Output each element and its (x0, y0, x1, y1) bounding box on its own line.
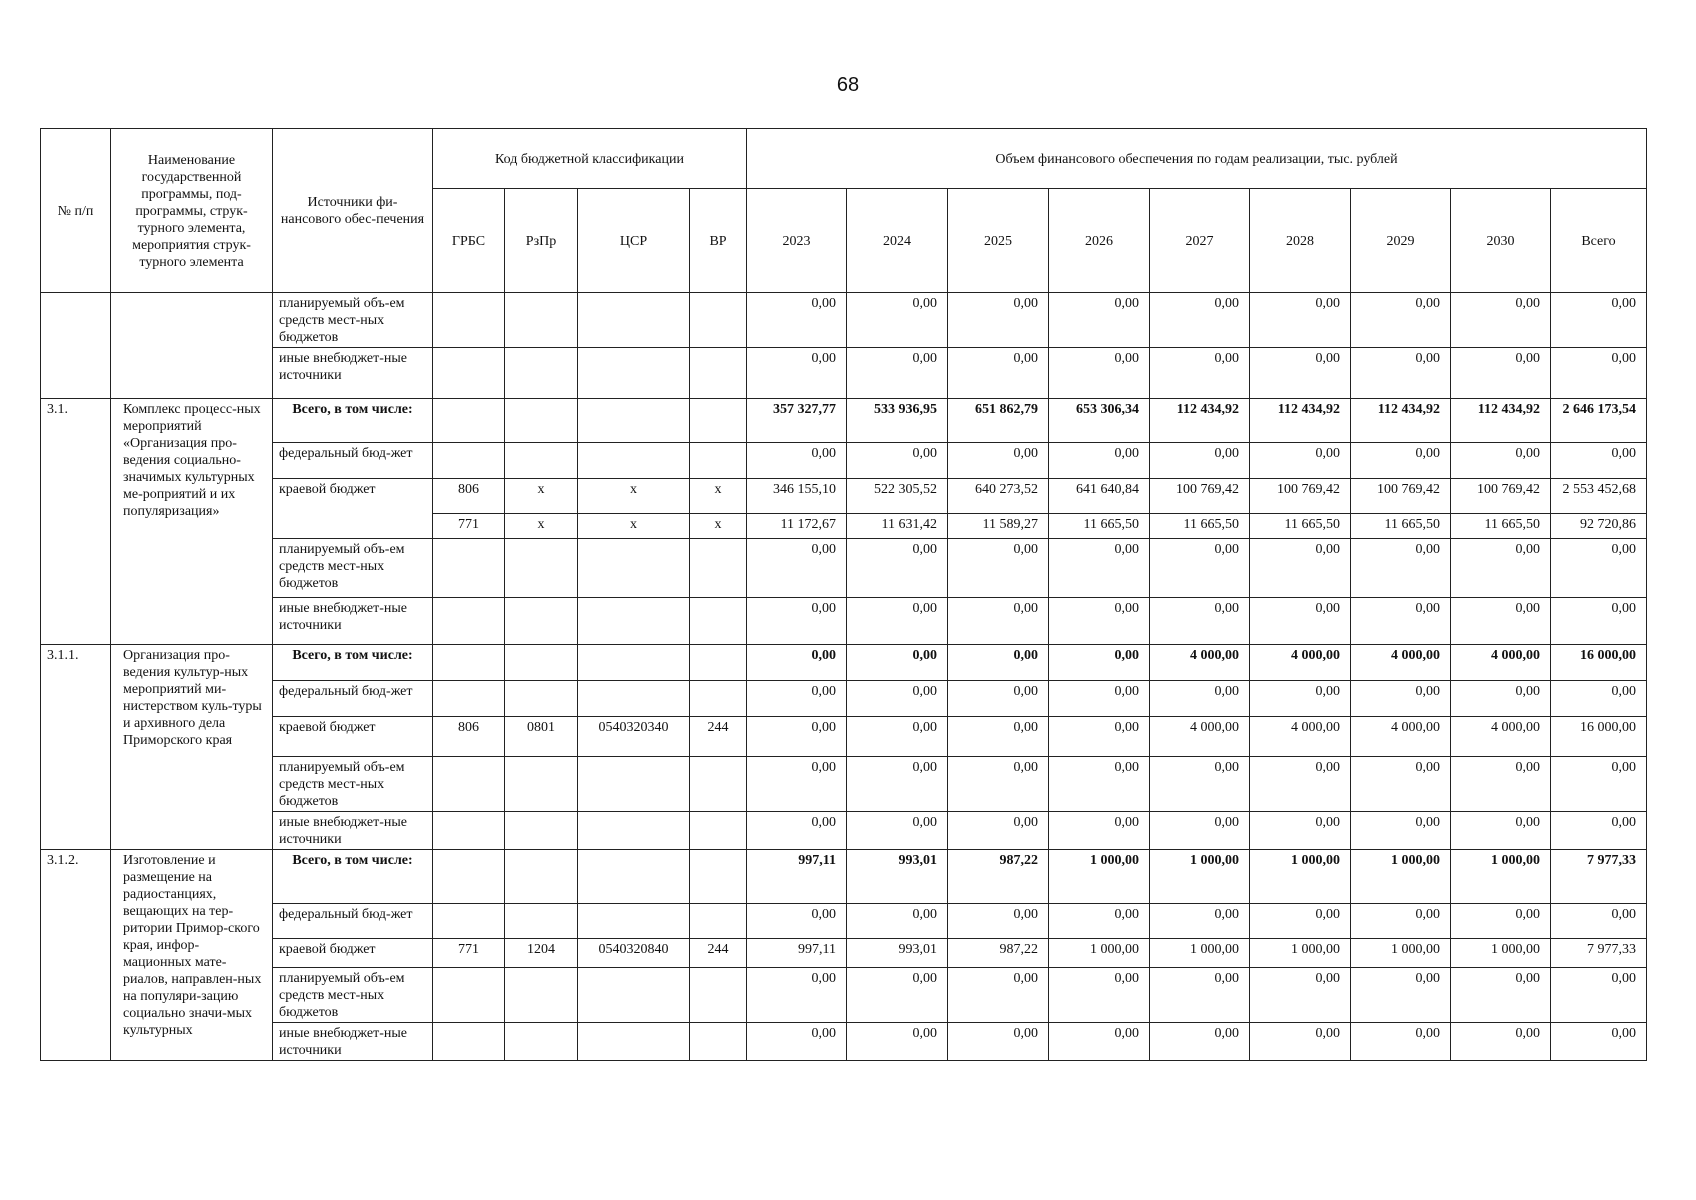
value-cell: 0,00 (1551, 904, 1647, 939)
source-cell: краевой бюджет (273, 479, 433, 539)
value-cell: 0,00 (1049, 539, 1150, 598)
table-row (41, 348, 1647, 399)
value-cell: 0,00 (1451, 757, 1551, 812)
value-cell: 0,00 (747, 293, 847, 348)
value-cell: 1 000,00 (1451, 939, 1551, 968)
value-cell: 0,00 (948, 293, 1049, 348)
value-cell: 0,00 (1150, 539, 1250, 598)
value-cell: 11 631,42 (847, 514, 948, 539)
value-cell: 1 000,00 (1150, 850, 1250, 904)
code-cell (578, 757, 690, 812)
value-cell: 0,00 (747, 757, 847, 812)
code-cell (505, 399, 578, 443)
value-cell: 0,00 (847, 968, 948, 1023)
value-cell: 0,00 (1049, 717, 1150, 757)
code-cell: х (505, 514, 578, 539)
value-cell: 1 000,00 (1049, 850, 1150, 904)
value-cell: 4 000,00 (1451, 717, 1551, 757)
value-cell: 0,00 (1351, 757, 1451, 812)
header-year-2: 2025 (948, 189, 1049, 293)
code-cell (505, 812, 578, 850)
value-cell: 0,00 (1551, 539, 1647, 598)
value-cell: 0,00 (1250, 812, 1351, 850)
code-cell (578, 443, 690, 479)
value-cell: 0,00 (1250, 1023, 1351, 1061)
value-cell: 0,00 (847, 1023, 948, 1061)
value-cell: 0,00 (1049, 968, 1150, 1023)
value-cell: 0,00 (1250, 681, 1351, 717)
value-cell: 0,00 (1351, 598, 1451, 645)
source-total-cell: Всего, в том числе: (273, 645, 433, 681)
value-cell: 346 155,10 (747, 479, 847, 514)
value-cell: 0,00 (1351, 904, 1451, 939)
value-cell: 0,00 (1150, 812, 1250, 850)
row-name-cell (111, 293, 273, 399)
value-cell: 1 000,00 (1250, 939, 1351, 968)
value-cell: 0,00 (1351, 443, 1451, 479)
value-cell: 0,00 (747, 717, 847, 757)
value-cell: 0,00 (1150, 681, 1250, 717)
code-cell (578, 968, 690, 1023)
value-cell: 112 434,92 (1351, 399, 1451, 443)
value-cell: 100 769,42 (1150, 479, 1250, 514)
code-cell (578, 904, 690, 939)
value-cell: 0,00 (747, 812, 847, 850)
value-cell: 0,00 (1451, 348, 1551, 399)
source-cell: краевой бюджет (273, 717, 433, 757)
row-name-cell: Комплекс процесс-ных мероприятий «Организация про-ведения социально-значимых культурных ме-роприятий и их популяризация» (111, 399, 273, 645)
value-cell: 0,00 (847, 757, 948, 812)
value-cell: 0,00 (1551, 443, 1647, 479)
source-cell: федеральный бюд-жет (273, 904, 433, 939)
source-cell: иные внебюджет-ные источники (273, 812, 433, 850)
row-name-cell: Изготовление и размещение на радиостанциях, вещающих на тер-ритории Примор-ского края, инфор-мационных мате-риалов, направлен-ных на популяри-зацию социально значи-мых культурных (111, 850, 273, 1061)
value-cell: 0,00 (747, 904, 847, 939)
value-cell: 0,00 (1451, 598, 1551, 645)
value-cell: 92 720,86 (1551, 514, 1647, 539)
value-cell: 4 000,00 (1451, 645, 1551, 681)
header-year-6: 2029 (1351, 189, 1451, 293)
value-cell: 0,00 (948, 717, 1049, 757)
value-cell: 0,00 (1551, 293, 1647, 348)
value-cell: 0,00 (847, 539, 948, 598)
code-cell (433, 968, 505, 1023)
value-cell: 0,00 (1451, 904, 1551, 939)
source-cell: федеральный бюд-жет (273, 443, 433, 479)
value-cell: 0,00 (1451, 1023, 1551, 1061)
value-cell: 0,00 (1250, 904, 1351, 939)
code-cell: х (690, 479, 747, 514)
code-cell: х (578, 479, 690, 514)
code-cell (505, 904, 578, 939)
code-cell (690, 1023, 747, 1061)
table-row (41, 757, 1647, 812)
header-code-group: Код бюджетной классификации (433, 129, 747, 189)
source-total-cell: Всего, в том числе: (273, 850, 433, 904)
source-cell: планируемый объ-ем средств мест-ных бюджетов (273, 539, 433, 598)
value-cell: 112 434,92 (1451, 399, 1551, 443)
value-cell: 4 000,00 (1351, 717, 1451, 757)
value-cell: 357 327,77 (747, 399, 847, 443)
value-cell: 0,00 (1451, 812, 1551, 850)
value-cell: 653 306,34 (1049, 399, 1150, 443)
value-cell: 0,00 (1150, 348, 1250, 399)
value-cell: 0,00 (747, 539, 847, 598)
code-cell (690, 904, 747, 939)
code-cell: 1204 (505, 939, 578, 968)
value-cell: 0,00 (1250, 598, 1351, 645)
header-year-5: 2028 (1250, 189, 1351, 293)
code-cell (433, 645, 505, 681)
value-cell: 112 434,92 (1150, 399, 1250, 443)
value-cell: 0,00 (1250, 443, 1351, 479)
value-cell: 112 434,92 (1250, 399, 1351, 443)
value-cell: 0,00 (1049, 598, 1150, 645)
value-cell: 533 936,95 (847, 399, 948, 443)
value-cell: 0,00 (847, 812, 948, 850)
code-cell (433, 812, 505, 850)
code-cell (433, 443, 505, 479)
code-cell (433, 399, 505, 443)
value-cell: 0,00 (1150, 968, 1250, 1023)
header-year-1: 2024 (847, 189, 948, 293)
row-number-cell (41, 293, 111, 399)
value-cell: 0,00 (1551, 598, 1647, 645)
code-cell (690, 812, 747, 850)
value-cell: 4 000,00 (1351, 645, 1451, 681)
source-cell: планируемый объ-ем средств мест-ных бюджетов (273, 757, 433, 812)
header-year-7: 2030 (1451, 189, 1551, 293)
header-volume-group: Объем финансового обеспечения по годам реализации, тыс. рублей (747, 129, 1647, 189)
value-cell: 0,00 (948, 681, 1049, 717)
value-cell: 0,00 (1351, 348, 1451, 399)
row-number-cell: 3.1.1. (41, 645, 111, 850)
value-cell: 997,11 (747, 850, 847, 904)
table-row (41, 850, 1647, 904)
value-cell: 0,00 (1150, 293, 1250, 348)
value-cell: 11 665,50 (1049, 514, 1150, 539)
value-cell: 0,00 (847, 348, 948, 399)
value-cell: 1 000,00 (1150, 939, 1250, 968)
value-cell: 0,00 (747, 968, 847, 1023)
value-cell: 0,00 (1049, 812, 1150, 850)
code-cell (578, 539, 690, 598)
header-year-8: Всего (1551, 189, 1647, 293)
value-cell: 0,00 (1551, 681, 1647, 717)
value-cell: 0,00 (1049, 645, 1150, 681)
value-cell: 0,00 (747, 598, 847, 645)
value-cell: 0,00 (1551, 757, 1647, 812)
value-cell: 1 000,00 (1049, 939, 1150, 968)
value-cell: 0,00 (747, 348, 847, 399)
table-row (41, 1023, 1647, 1061)
value-cell: 1 000,00 (1351, 850, 1451, 904)
value-cell: 1 000,00 (1351, 939, 1451, 968)
code-cell (578, 681, 690, 717)
value-cell: 11 665,50 (1150, 514, 1250, 539)
source-cell: федеральный бюд-жет (273, 681, 433, 717)
value-cell: 0,00 (1049, 681, 1150, 717)
value-cell: 0,00 (1351, 968, 1451, 1023)
value-cell: 0,00 (1250, 293, 1351, 348)
value-cell: 0,00 (847, 293, 948, 348)
header-year-4: 2027 (1150, 189, 1250, 293)
code-cell (690, 757, 747, 812)
table-row (41, 479, 1647, 514)
value-cell: 100 769,42 (1250, 479, 1351, 514)
code-cell (505, 645, 578, 681)
budget-table (40, 128, 1647, 1061)
value-cell: 0,00 (1451, 539, 1551, 598)
code-cell: 244 (690, 939, 747, 968)
code-cell (578, 348, 690, 399)
row-name-cell: Организация про-ведения культур-ных мероприятий ми-нистерством куль-туры и архивного дела Приморского края (111, 645, 273, 850)
row-number-cell: 3.1. (41, 399, 111, 645)
value-cell: 0,00 (948, 598, 1049, 645)
value-cell: 522 305,52 (847, 479, 948, 514)
value-cell: 0,00 (948, 968, 1049, 1023)
code-cell (690, 598, 747, 645)
source-cell: планируемый объ-ем средств мест-ных бюджетов (273, 968, 433, 1023)
code-cell (433, 598, 505, 645)
value-cell: 1 000,00 (1250, 850, 1351, 904)
code-cell: 0540320340 (578, 717, 690, 757)
value-cell: 0,00 (747, 1023, 847, 1061)
value-cell: 0,00 (1451, 681, 1551, 717)
value-cell: 7 977,33 (1551, 850, 1647, 904)
header-code-0: ГРБС (433, 189, 505, 293)
value-cell: 0,00 (1250, 757, 1351, 812)
code-cell (690, 850, 747, 904)
value-cell: 0,00 (1451, 968, 1551, 1023)
value-cell: 11 172,67 (747, 514, 847, 539)
value-cell: 0,00 (847, 443, 948, 479)
value-cell: 2 646 173,54 (1551, 399, 1647, 443)
code-cell: 806 (433, 479, 505, 514)
code-cell (433, 681, 505, 717)
code-cell (690, 348, 747, 399)
table-row (41, 293, 1647, 348)
source-cell: планируемый объ-ем средств мест-ных бюджетов (273, 293, 433, 348)
table-row (41, 717, 1647, 757)
source-total-cell: Всего, в том числе: (273, 399, 433, 443)
value-cell: 11 665,50 (1351, 514, 1451, 539)
code-cell (433, 850, 505, 904)
value-cell: 651 862,79 (948, 399, 1049, 443)
value-cell: 100 769,42 (1451, 479, 1551, 514)
code-cell: х (690, 514, 747, 539)
source-cell: иные внебюджет-ные источники (273, 348, 433, 399)
code-cell (690, 539, 747, 598)
code-cell (578, 850, 690, 904)
value-cell: 4 000,00 (1250, 717, 1351, 757)
value-cell: 0,00 (1551, 1023, 1647, 1061)
code-cell (578, 1023, 690, 1061)
value-cell: 16 000,00 (1551, 645, 1647, 681)
table-row (41, 645, 1647, 681)
code-cell (433, 539, 505, 598)
source-cell: краевой бюджет (273, 939, 433, 968)
table-row (41, 399, 1647, 443)
value-cell: 0,00 (948, 812, 1049, 850)
table-row (41, 939, 1647, 968)
value-cell: 1 000,00 (1451, 850, 1551, 904)
source-cell: иные внебюджет-ные источники (273, 598, 433, 645)
value-cell: 993,01 (847, 850, 948, 904)
code-cell: 244 (690, 717, 747, 757)
code-cell (690, 645, 747, 681)
code-cell (505, 681, 578, 717)
row-number-cell: 3.1.2. (41, 850, 111, 1061)
code-cell: 806 (433, 717, 505, 757)
page-number: 68 (836, 74, 860, 96)
value-cell: 0,00 (1551, 348, 1647, 399)
value-cell: 0,00 (1351, 681, 1451, 717)
value-cell: 0,00 (847, 645, 948, 681)
value-cell: 0,00 (948, 1023, 1049, 1061)
code-cell (505, 850, 578, 904)
value-cell: 0,00 (747, 645, 847, 681)
value-cell: 0,00 (747, 681, 847, 717)
table-row (41, 904, 1647, 939)
value-cell: 993,01 (847, 939, 948, 968)
value-cell: 0,00 (1551, 812, 1647, 850)
source-cell: иные внебюджет-ные источники (273, 1023, 433, 1061)
code-cell (505, 968, 578, 1023)
code-cell: 771 (433, 939, 505, 968)
code-cell (578, 598, 690, 645)
table-row (41, 968, 1647, 1023)
code-cell (578, 293, 690, 348)
code-cell (505, 348, 578, 399)
value-cell: 0,00 (948, 348, 1049, 399)
value-cell: 987,22 (948, 850, 1049, 904)
table-row (41, 598, 1647, 645)
code-cell (690, 293, 747, 348)
value-cell: 0,00 (1250, 348, 1351, 399)
value-cell: 0,00 (948, 757, 1049, 812)
value-cell: 0,00 (847, 717, 948, 757)
value-cell: 640 273,52 (948, 479, 1049, 514)
code-cell (690, 681, 747, 717)
code-cell (433, 1023, 505, 1061)
value-cell: 641 640,84 (1049, 479, 1150, 514)
code-cell (505, 757, 578, 812)
table-row (41, 539, 1647, 598)
value-cell: 0,00 (747, 443, 847, 479)
code-cell (433, 293, 505, 348)
code-cell (505, 293, 578, 348)
value-cell: 0,00 (1351, 293, 1451, 348)
header-code-1: РзПр (505, 189, 578, 293)
value-cell: 997,11 (747, 939, 847, 968)
code-cell: 771 (433, 514, 505, 539)
value-cell: 4 000,00 (1150, 717, 1250, 757)
header-name: Наименование государственной программы, под-программы, струк-турного элемента, мероприятия струк-турного элемента (111, 129, 273, 293)
code-cell (505, 443, 578, 479)
code-cell (505, 598, 578, 645)
value-cell: 0,00 (948, 539, 1049, 598)
value-cell: 0,00 (1150, 1023, 1250, 1061)
code-cell (433, 904, 505, 939)
value-cell: 987,22 (948, 939, 1049, 968)
value-cell: 0,00 (1150, 598, 1250, 645)
code-cell (505, 539, 578, 598)
value-cell: 0,00 (1351, 812, 1451, 850)
value-cell: 11 589,27 (948, 514, 1049, 539)
code-cell: х (578, 514, 690, 539)
value-cell: 0,00 (1250, 539, 1351, 598)
value-cell: 4 000,00 (1250, 645, 1351, 681)
value-cell: 0,00 (847, 598, 948, 645)
table-row (41, 681, 1647, 717)
header-code-3: ВР (690, 189, 747, 293)
value-cell: 0,00 (1351, 539, 1451, 598)
table-row (41, 443, 1647, 479)
value-cell: 11 665,50 (1250, 514, 1351, 539)
value-cell: 0,00 (1049, 757, 1150, 812)
value-cell: 0,00 (1049, 443, 1150, 479)
code-cell (433, 757, 505, 812)
code-cell (578, 399, 690, 443)
value-cell: 16 000,00 (1551, 717, 1647, 757)
value-cell: 0,00 (1250, 968, 1351, 1023)
value-cell: 0,00 (1150, 904, 1250, 939)
value-cell: 0,00 (1451, 293, 1551, 348)
header-year-3: 2026 (1049, 189, 1150, 293)
value-cell: 0,00 (948, 645, 1049, 681)
value-cell: 0,00 (1049, 904, 1150, 939)
value-cell: 2 553 452,68 (1551, 479, 1647, 514)
code-cell (433, 348, 505, 399)
value-cell: 0,00 (1551, 968, 1647, 1023)
code-cell: 0801 (505, 717, 578, 757)
value-cell: 11 665,50 (1451, 514, 1551, 539)
code-cell (690, 399, 747, 443)
value-cell: 0,00 (948, 443, 1049, 479)
header-code-2: ЦСР (578, 189, 690, 293)
value-cell: 4 000,00 (1150, 645, 1250, 681)
header-year-0: 2023 (747, 189, 847, 293)
value-cell: 100 769,42 (1351, 479, 1451, 514)
value-cell: 0,00 (1049, 293, 1150, 348)
code-cell (505, 1023, 578, 1061)
header-source: Источники фи-нансового обес-печения (273, 129, 433, 293)
value-cell: 0,00 (1351, 1023, 1451, 1061)
code-cell: 0540320840 (578, 939, 690, 968)
code-cell (690, 968, 747, 1023)
code-cell (578, 812, 690, 850)
value-cell: 0,00 (1049, 348, 1150, 399)
code-cell (690, 443, 747, 479)
value-cell: 0,00 (948, 904, 1049, 939)
table-row (41, 812, 1647, 850)
code-cell (578, 645, 690, 681)
header-number: № п/п (41, 129, 111, 293)
value-cell: 0,00 (1150, 443, 1250, 479)
code-cell: х (505, 479, 578, 514)
value-cell: 0,00 (1150, 757, 1250, 812)
value-cell: 0,00 (847, 681, 948, 717)
value-cell: 0,00 (1049, 1023, 1150, 1061)
value-cell: 0,00 (847, 904, 948, 939)
value-cell: 7 977,33 (1551, 939, 1647, 968)
value-cell: 0,00 (1451, 443, 1551, 479)
